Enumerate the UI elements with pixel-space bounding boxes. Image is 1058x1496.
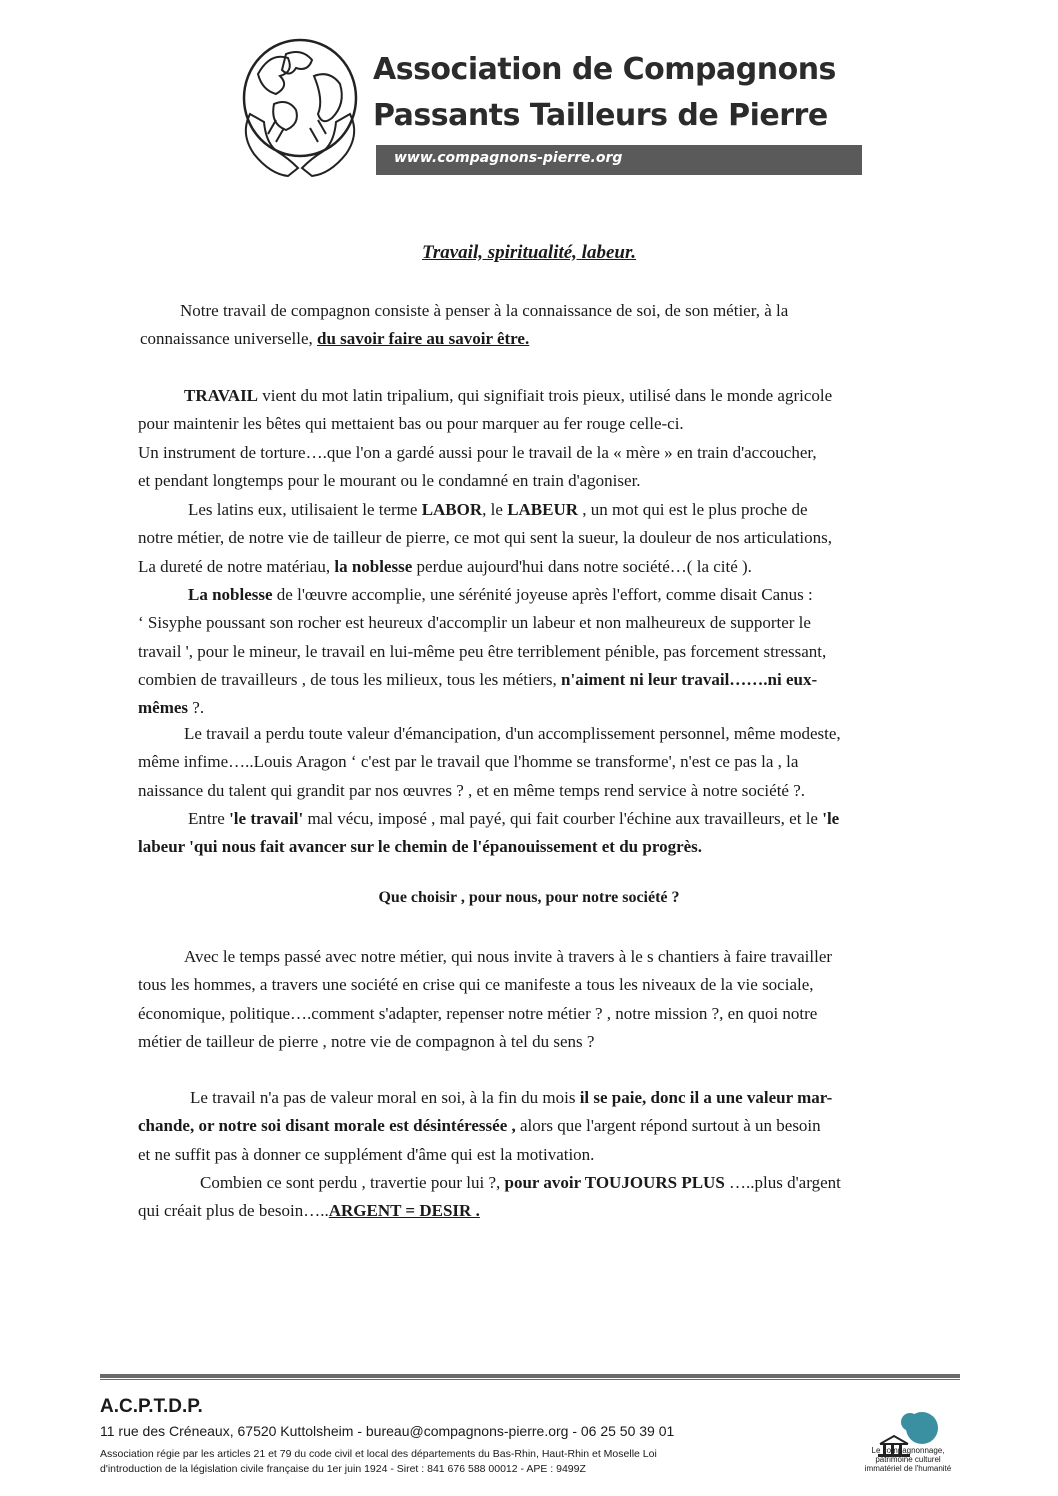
text-line: Un instrument de torture….que l'on a gardé aussi pour le travail de la « mère » en train d'accoucher, [138, 442, 817, 462]
text-line: travail ', pour le mineur, le travail en lui-même peu être terriblement pénible, pas forcement stressant, [138, 641, 827, 661]
text-line: combien de travailleurs , de tous les milieux, tous les métiers, [138, 669, 562, 689]
text-line: …..plus d'argent [724, 1173, 841, 1192]
emphasis-text: du savoir faire au savoir être. [317, 329, 530, 349]
emphasis-text: ARGENT = DESIR . [328, 1201, 480, 1221]
text-line: Le travail a perdu toute valeur d'émancipation, d'un accomplissement personnel, même modeste, [184, 724, 841, 743]
keyword-labor: LABOR [421, 500, 483, 519]
caption-line: Le compagnonnage, [871, 1446, 945, 1455]
footer-legal [100, 1447, 657, 1477]
document-title: Travail, spiritualité, labeur. [421, 242, 637, 263]
caption-line: immatériel de l'humanité [864, 1464, 952, 1473]
text-line: Notre travail de compagnon consiste à penser à la connaissance de soi, de son métier, à la [180, 301, 789, 320]
footer-divider [100, 1374, 960, 1378]
keyword-travail: TRAVAIL [184, 386, 259, 405]
keyword-noblesse: La noblesse [188, 585, 273, 604]
text-line: , un mot qui est le plus proche de [578, 500, 808, 519]
text-line: ?. [188, 698, 205, 718]
central-question: Que choisir , pour nous, pour notre société ? [378, 889, 680, 906]
footer-address: 11 rue des Créneaux, 67520 Kuttolsheim - bureau@compagnons-pierre.org - 06 25 50 39 01 [100, 1423, 675, 1439]
paragraph-4 [138, 581, 826, 722]
text-line: pour maintenir les bêtes qui mettaient bas ou pour marquer au fer rouge celle-ci. [138, 414, 684, 434]
text-line: connaissance universelle, [140, 329, 318, 349]
text-line: économique, politique….comment s'adapter, repenser notre métier ? , notre mission ?, en quoi notre [138, 1003, 818, 1023]
paragraph-3 [138, 496, 832, 581]
paragraph-6 [138, 805, 839, 862]
text-line: et ne suffit pas à donner ce supplément d'âme qui est la motivation. [138, 1144, 595, 1164]
emphasis-text: chande, or notre soi disant morale est désintéressée , [138, 1116, 516, 1136]
text-line: mal vécu, imposé , mal payé, qui fait courber l'échine aux travailleurs, et le [303, 809, 823, 828]
paragraph-2 [138, 382, 832, 495]
footer-divider-thin [100, 1379, 960, 1380]
text-line: qui créait plus de besoin….. [138, 1201, 329, 1221]
legal-line: Association régie par les articles 21 et 79 du code civil et local des départements du Bas-Rhin, Haut-Rhin et Moselle Loi [100, 1448, 657, 1460]
text-line: perdue aujourd'hui dans notre société…( la cité ). [412, 556, 752, 576]
text-line: Entre [188, 809, 230, 828]
globe-with-hands-icon [228, 34, 376, 184]
org-name-line1: Association de Compagnons [373, 52, 836, 87]
website-banner [376, 145, 862, 175]
keyword-travail: 'le travail' [229, 809, 304, 828]
paragraph-1 [140, 297, 789, 354]
text-line: naissance du talent qui grandit par nos œuvres ? , et en même temps rend service à notre société ?. [138, 780, 806, 800]
text-line: , le [482, 500, 508, 519]
text-line: notre métier, de notre vie de tailleur de pierre, ce mot qui sent la sueur, la douleur de nos articulations, [138, 528, 832, 548]
text-line: La dureté de notre matériau, [138, 556, 335, 576]
text-line: Le travail n'a pas de valeur moral en soi, à la fin du mois [190, 1088, 580, 1107]
text-line: vient du mot latin tripalium, qui signifiait trois pieux, utilisé dans le monde agricole [258, 386, 833, 405]
text-line: même infime…..Louis Aragon ‘ c'est par le travail que l'homme se transforme', n'est ce pas la , la [138, 752, 799, 772]
emphasis-text: labeur 'qui nous fait avancer sur le chemin de l'épanouissement et du progrès. [138, 837, 703, 857]
text-line: et pendant longtemps pour le mourant ou le condamné en train d'agoniser. [138, 470, 641, 490]
legal-line: d'introduction de la législation civile française du 1er juin 1924 - Siret : 841 676 588 00012 - APE : 9499Z [100, 1463, 586, 1475]
paragraph-7 [138, 943, 832, 1056]
org-name-line2: Passants Tailleurs de Pierre [373, 98, 828, 133]
text-line: Les latins eux, utilisaient le terme [188, 500, 422, 519]
emphasis-text: il se paie, donc il a une valeur mar- [579, 1088, 833, 1107]
emphasis-text: n'aiment ni leur travail…….ni eux- [561, 669, 818, 689]
unesco-caption [848, 1446, 968, 1473]
text-line: ‘ Sisyphe poussant son rocher est heureux d'accomplir un labeur et non malheureux de supporter le [138, 613, 811, 633]
paragraph-8 [138, 1084, 832, 1169]
paragraph-9 [138, 1169, 841, 1226]
text-line: métier de tailleur de pierre , notre vie de compagnon à tel du sens ? [138, 1031, 595, 1051]
text-line: Avec le temps passé avec notre métier, qui nous invite à travers à le s chantiers à faire travailler [184, 947, 833, 966]
caption-line: patrimoine culturel [875, 1455, 941, 1464]
text-line: Combien ce sont perdu , travertie pour lui ?, [200, 1173, 505, 1192]
footer-org-acronym: A.C.P.T.D.P. [100, 1396, 203, 1417]
keyword-labeur: 'le [822, 809, 840, 828]
emphasis-text: mêmes [138, 698, 189, 718]
text-line: tous les hommes, a travers une société en crise qui ce manifeste a tous les niveaux de la vie sociale, [138, 975, 814, 995]
emphasis-text: pour avoir TOUJOURS PLUS [504, 1173, 725, 1192]
website-link[interactable]: www.compagnons-pierre.org [394, 150, 623, 166]
text-line: alors que l'argent répond surtout à un besoin [515, 1116, 821, 1136]
keyword-noblesse: la noblesse [334, 556, 413, 576]
text-line: de l'œuvre accomplie, une sérénité joyeuse après l'effort, comme disait Canus : [272, 585, 813, 604]
keyword-labeur: LABEUR [507, 500, 579, 519]
paragraph-5 [138, 720, 841, 805]
